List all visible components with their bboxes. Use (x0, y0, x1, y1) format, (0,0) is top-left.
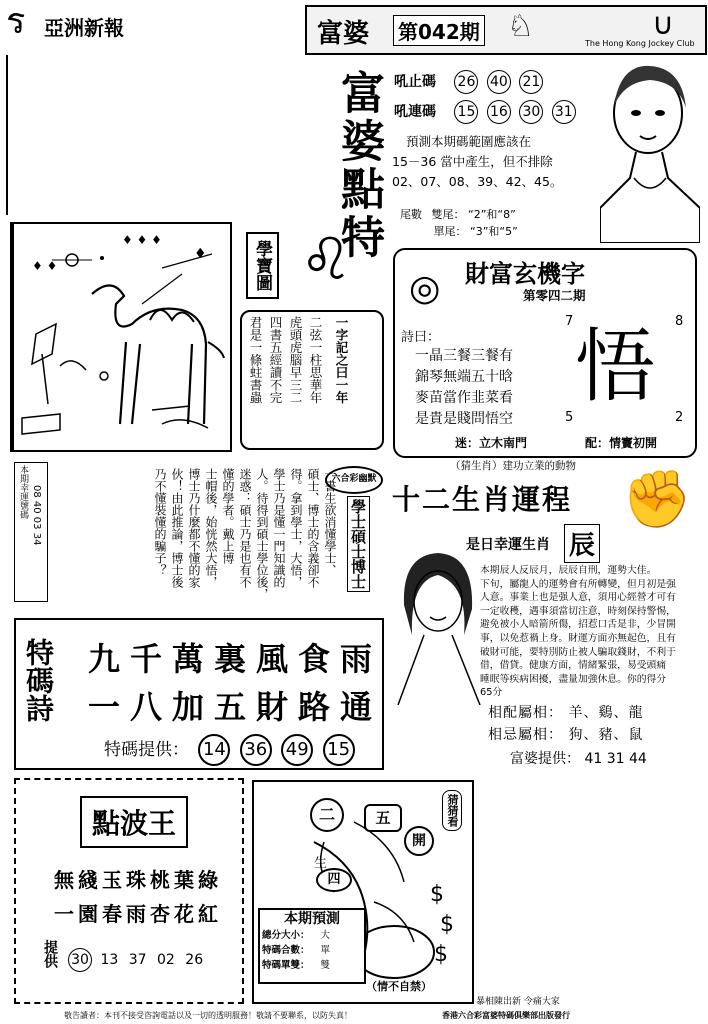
special-line2: 一八加五財路通 (88, 688, 383, 726)
study-col: 虎頭虎腦早三二 (288, 316, 303, 404)
horse-icon: ♘ (507, 9, 534, 44)
poem-block (415, 346, 513, 430)
dianbo-num: 26 (185, 952, 204, 968)
dianbo-line2: 一園春雨杏花紅 (54, 902, 222, 926)
zodiac-provide (510, 748, 647, 768)
angel-icon: ♌ (300, 225, 352, 293)
humor-col: 博士乃什麼都不懂的家 (187, 468, 201, 588)
coins-icon: ◎ (409, 268, 441, 309)
link-row (394, 100, 580, 124)
single-label: 單尾： (433, 225, 467, 238)
dianbo-box (14, 778, 244, 1004)
grid-num-br: 2 (675, 410, 684, 425)
forecast-line: 預測本期碼範圍應該在 (406, 134, 532, 149)
study-box (236, 222, 386, 457)
predict-total (260, 928, 364, 943)
humor-col: 一書生欲消懂學士、 (323, 468, 337, 576)
total-value: 大 (320, 930, 331, 941)
corner-logo (6, 1, 156, 44)
header-club: The Hong Kong Jockey Club (585, 39, 695, 48)
clash-value: 狗、豬、鼠 (568, 727, 644, 743)
node-sheng: 生 (314, 856, 328, 871)
poem-line: 一晶三餐三餐有 (415, 348, 513, 364)
dianbo-ball: 30 (68, 948, 92, 972)
wealth-box (393, 248, 697, 458)
link-ball: 30 (519, 100, 543, 124)
special-ball: 14 (198, 734, 230, 766)
study-col: 一字記之曰一年 (334, 316, 349, 404)
diagram-badge: 猜猜看 (442, 790, 462, 831)
zodiac-line: 避免被小人暗箭所傷，招惹口舌是非，少冒開 (480, 619, 676, 631)
diagram-caption: （情不自禁） (366, 980, 432, 993)
lucky-zodiac-label: 是日幸運生肖 (466, 537, 550, 553)
zodiac-line: 事，以免惹禍上身。財運方面亦無起色，且有 (480, 632, 676, 644)
study-scroll (240, 310, 384, 450)
stop-row (394, 70, 547, 94)
dianbo-line1: 無綫玉珠桃葉綠 (54, 868, 222, 892)
stop-ball: 26 (454, 70, 478, 94)
predict-odd (260, 958, 364, 973)
riddle-footnote: （猜生肖）建功立業的動物 (450, 460, 576, 472)
horseshoe-icon: ∪ (652, 7, 674, 42)
footer-right: 香港六合彩富婆特碼俱樂部出版發行 (442, 1011, 570, 1020)
zodiac-body (480, 564, 700, 700)
humor-col: 迷惑：碩士乃是也有不 (238, 468, 252, 588)
svg-text:♦ ♦ ♦: ♦ ♦ ♦ (122, 233, 162, 247)
corner-swirl-icon: ร (6, 1, 26, 42)
link-ball: 16 (487, 100, 511, 124)
dianbo-num: 37 (128, 952, 147, 968)
fupo-title: 富婆點特 (333, 70, 384, 262)
odd-label: 特碼單雙： (262, 960, 310, 971)
special-provide (104, 734, 359, 766)
zodiac-line: 借，借貸。健康方面，情緒緊張，易受頭痛 (480, 660, 667, 672)
camel-illustration (10, 222, 232, 452)
special-side-label: 特碼詩 (22, 638, 55, 722)
double-label: 雙尾： (431, 208, 465, 221)
sum-label: 特碼合數： (262, 945, 310, 956)
special-ball: 49 (281, 734, 313, 766)
stop-ball: 21 (519, 70, 543, 94)
forecast-line: 02、07、08、39、42、45。 (392, 174, 563, 189)
money-icon: $ (430, 882, 444, 907)
sum-value: 單 (320, 945, 331, 956)
node-si: 四 (316, 868, 352, 892)
woman-portrait-2 (394, 545, 484, 705)
single-value: “3”和“5” (470, 225, 518, 238)
wealth-title: 財富玄機字 (465, 259, 585, 288)
zodiac-title: 十二生肖運程 (392, 483, 573, 516)
prediction-box (258, 908, 366, 984)
predict-title: 本期預測 (284, 911, 340, 927)
zodiac-line: 65分 (480, 687, 503, 699)
forecast-text (392, 132, 602, 192)
header-banner (305, 5, 707, 55)
dianbo-numbers (68, 948, 203, 972)
humor-col: 士帽後，始恍然大悟， (204, 468, 218, 588)
zodiac-line: 下旬，屬龍人的運勢會有所轉變，但月初是强 (480, 578, 676, 590)
dianbo-provide-label: 提供 (42, 940, 58, 968)
humor-badge: 六合彩幽默 (325, 466, 383, 494)
humor-col: 碩士、博士的含義卻不 (306, 468, 320, 588)
double-value: “2”和“8” (468, 208, 516, 221)
humor-block (155, 462, 385, 612)
poem-line: 是貴是賤問悟空 (415, 411, 513, 427)
diagram-side-text: 暴相陳出新 令痛大家 (476, 997, 560, 1007)
provide-label: 富婆提供： (510, 751, 580, 767)
clash-label: 相忌屬相： (488, 727, 563, 743)
dianbo-title: 點波王 (80, 796, 188, 848)
humor-col: 人。待得到碩士學位後， (255, 468, 269, 600)
special-ball: 36 (240, 734, 272, 766)
grid-num-tr: 8 (675, 314, 684, 329)
header-issue: 第042期 (393, 15, 485, 46)
lucky-zodiac-animal: 辰 (564, 524, 600, 563)
wealth-issue: 第零四二期 (523, 288, 586, 303)
match-value: 羊、鷄、龍 (568, 705, 644, 721)
humor-col: 伙！由此推論，博士後 (170, 468, 184, 588)
stop-ball: 40 (487, 70, 511, 94)
link-ball: 31 (552, 100, 576, 124)
zodiac-line: 睡眠等疾病困擾，盡量加強休息。你的得分 (480, 673, 667, 685)
humor-body (155, 468, 341, 608)
stop-label: 吼止碼 (394, 74, 436, 90)
zodiac-clash (488, 724, 643, 744)
money-icon: $ (440, 912, 454, 937)
lucky-label: 本期幸運號碼 (18, 465, 28, 519)
riddle: 迷：立木南門 (455, 436, 528, 450)
lucky-numbers: 08 40 03 34 (31, 485, 42, 546)
poem-line: 錦琴無端五十晗 (415, 369, 513, 385)
study-col: 君是一條蛀書蟲 (248, 316, 263, 404)
svg-text:♦ ♦: ♦ ♦ (32, 259, 58, 273)
special-poem-box (14, 618, 384, 770)
grid-num-tl: 7 (565, 314, 574, 329)
link-ball: 15 (454, 100, 478, 124)
diagram-box (252, 780, 474, 1004)
humor-col: 得。拿到學士，大悟， (289, 468, 303, 588)
forecast-line: 15－36 當中產生，但不排除 (392, 154, 553, 169)
money-icon: $ (434, 942, 448, 967)
study-col: 四書五經讀不完 (268, 316, 283, 404)
footer-left: 敬告讀者：本刊不接受咨詢電話以及一切的透明服務！敬請不要聯系，以防失真！ (64, 1011, 352, 1020)
humor-heading: 學士碩士博士 (347, 496, 370, 592)
study-col: 二弦一柱思華年 (308, 316, 323, 404)
node-er: 二 (310, 798, 344, 832)
zodiac-match (488, 702, 643, 722)
top-frame (6, 55, 8, 215)
dianbo-num: 13 (100, 952, 119, 968)
lucky-strip (14, 462, 48, 602)
total-label: 總分大小： (262, 930, 310, 941)
provide-value: 41 31 44 (584, 751, 647, 767)
big-char: 悟 (575, 320, 655, 413)
tail-label: 尾數 (400, 208, 422, 221)
match-label: 相配屬相： (488, 705, 563, 721)
odd-value: 雙 (320, 960, 331, 971)
fist-icon: ✊ (622, 467, 692, 532)
zodiac-line: 本期辰人反辰月，辰辰自刑，運勢大佳。 (480, 565, 657, 576)
tail-info (400, 206, 518, 240)
svg-text:♦: ♦ (194, 246, 207, 262)
riddle-answer: 配：情竇初開 (585, 436, 658, 450)
zodiac-line: 人意。事業上也是强人意，須用心經營才可有 (480, 592, 676, 604)
humor-col: 懂的學者。戴上博 (221, 468, 235, 564)
woman-portrait (600, 58, 700, 243)
humor-col: 學士乃是懂一門知識的 (272, 468, 286, 588)
zodiac-line: 破財可能，要特別防止被人騙取錢財，不利于 (480, 646, 676, 658)
node-wu: 五 (364, 804, 402, 832)
grid-num-bl: 5 (565, 410, 574, 425)
node-kai: 開 (404, 826, 434, 856)
special-ball: 15 (323, 734, 355, 766)
dianbo-num: 02 (157, 952, 175, 968)
zodiac-line: 一定收穫，遇事須當切注意，時刻保持警惕， (480, 605, 676, 617)
special-label: 特碼提供： (104, 740, 189, 760)
link-label: 吼連碼 (394, 104, 436, 120)
poem-line: 麥苗當作韭菜看 (415, 390, 513, 406)
humor-col: 乃不懂裝懂的騙子？ (153, 468, 167, 576)
study-label: 學寶圖 (246, 232, 279, 299)
predict-sum (260, 943, 364, 958)
special-line1: 九千萬裏風食雨 (88, 640, 383, 678)
header-title: 富婆 (317, 19, 370, 49)
poem-label: 詩曰： (401, 330, 441, 345)
corner-text: 亞洲新報 (44, 16, 124, 40)
